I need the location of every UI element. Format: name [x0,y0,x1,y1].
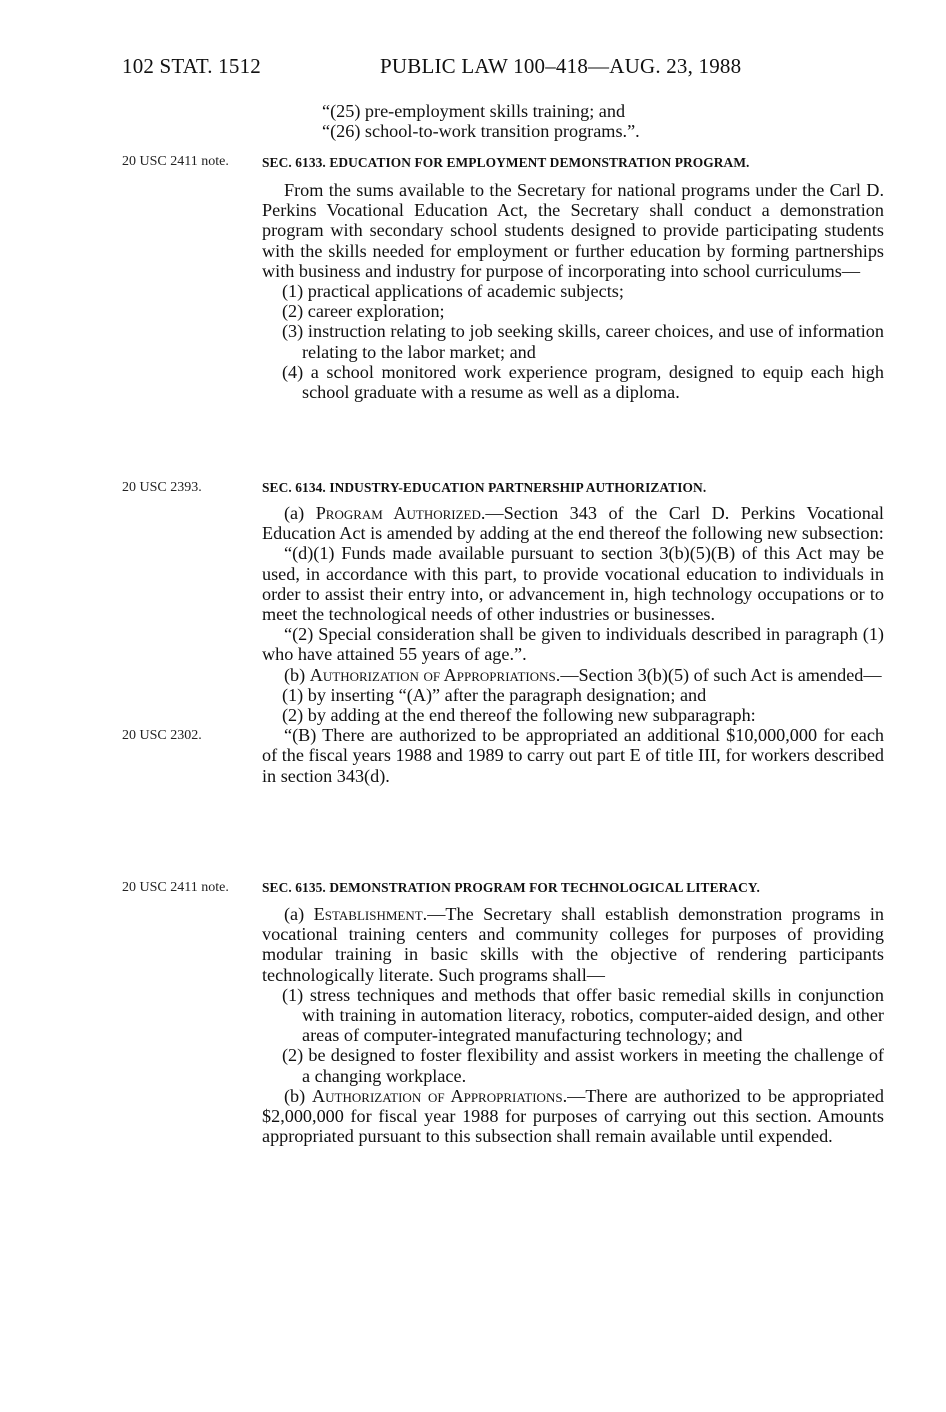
margin-note-2411-b: 20 USC 2411 note. [122,880,229,895]
sec-6134-heading: SEC. 6134. INDUSTRY-EDUCATION PARTNERSHIP AUTHORIZATION. [262,480,707,495]
margin-note-2411-a: 20 USC 2411 note. [122,154,229,169]
sec-6133-item-4: (4) a school monitored work experience program, designed to equip each high school graduate with a resume as well as a diploma. [282,361,884,403]
sec-6135-b-text: —There are authorized to be appropriated $2,000,000 for fiscal year 1988 for purposes of carrying out this section. Amounts appropriated pursuant to this subsection shall remain available until expended. [262,1085,884,1147]
sec-6133-item-3: (3) instruction relating to job seeking skills, career choices, and use of information relating to the labor market; and [282,321,884,362]
sec-6135-subsection-b [262,1086,884,1147]
sec-6135-a-text: —The Secretary shall establish demonstration programs in vocational training centers and community colleges for purposes of providing modular training in basic skills with the objective of rendering participants technologically literate. Such programs shall— [262,904,884,985]
sec-6134-b-text: —Section 3(b)(5) of such Act is amended— [560,664,882,685]
sec-6135-a-item-2: (2) be designed to foster flexibility and assist workers in meeting the challenge of a changing workplace. [282,1045,884,1086]
sec-6133-paragraph: From the sums available to the Secretary for national programs under the Carl D. Perkins Vocational Education Act, the Secretary shall conduct a demonstration program with secondary school students designed to provide participating students with the skills needed for employment or further education by forming partnerships with business and industry for purpose of incorporating into school curriculums— [262,180,884,281]
sec-6135-b-caption: Authorization of Appropriations. [312,1085,568,1106]
sec-6134-a-caption: Program Authorized. [315,503,486,523]
sec-6134-b-caption: Authorization of Appropriations. [309,664,561,685]
sec-6134-subsection-a [262,503,884,543]
sec-6135-heading: SEC. 6135. DEMONSTRATION PROGRAM FOR TECHNOLOGICAL LITERACY. [262,880,760,895]
sec-6135-a-label: (a) [284,904,314,924]
stat-page-number: 102 STAT. 1512 [122,54,261,78]
page-header [122,54,902,84]
intro-item-26: “(26) school-to-work transition programs.”. [322,121,640,142]
sec-6134-a-text: —Section 343 of the Carl D. Perkins Vocational Education Act is amended by adding at the end thereof the following new subsection: [262,503,884,544]
sec-6134-body [262,503,884,786]
sec-6134-a-label: (a) [284,503,316,523]
sec-6134-subsection-b [262,665,884,685]
sec-6135-a-caption: Establishment. [313,904,428,924]
sec-6135-b-label: (b) [284,1085,313,1106]
sec-6134-subparagraph-b: “(B) There are authorized to be appropriated an additional $10,000,000 for each of the fiscal years 1988 and 1989 to carry out part E of title III, for workers described in section 343(d). [262,725,884,786]
margin-note-2302: 20 USC 2302. [122,728,202,743]
sec-6133-body [262,180,884,402]
sec-6134-b-item-1: (1) by inserting “(A)” after the paragraph designation; and [282,684,707,705]
public-law-title: PUBLIC LAW 100–418—AUG. 23, 1988 [380,54,742,78]
sec-6133-heading: SEC. 6133. EDUCATION FOR EMPLOYMENT DEMONSTRATION PROGRAM. [262,155,750,170]
sec-6135-subsection-a [262,904,884,985]
intro-items [262,101,884,141]
margin-note-2393: 20 USC 2393. [122,480,202,495]
sec-6133-item-1: (1) practical applications of academic subjects; [282,281,624,302]
sec-6134-d2: “(2) Special consideration shall be given to individuals described in paragraph (1) who have attained 55 years of age.”. [262,624,884,665]
intro-item-25: “(25) pre-employment skills training; and [322,101,626,121]
sec-6135-a-item-1: (1) stress techniques and methods that offer basic remedial skills in conjunction with training in automation literacy, robotics, computer-aided design, and other areas of computer-integrated manufacturing technology; and [282,984,884,1046]
sec-6135-body [262,904,884,1146]
sec-6134-b-label: (b) [284,664,310,685]
sec-6133-item-2: (2) career exploration; [282,301,445,322]
sec-6134-d1: “(d)(1) Funds made available pursuant to section 3(b)(5)(B) of this Act may be used, in accordance with this part, to provide vocational education to individuals in order to assist their entry into, or advancement in, high technology occupations or to meet the technological needs of other industries or businesses. [262,543,884,625]
sec-6134-b-item-2: (2) by adding at the end thereof the following new subparagraph: [282,705,756,726]
